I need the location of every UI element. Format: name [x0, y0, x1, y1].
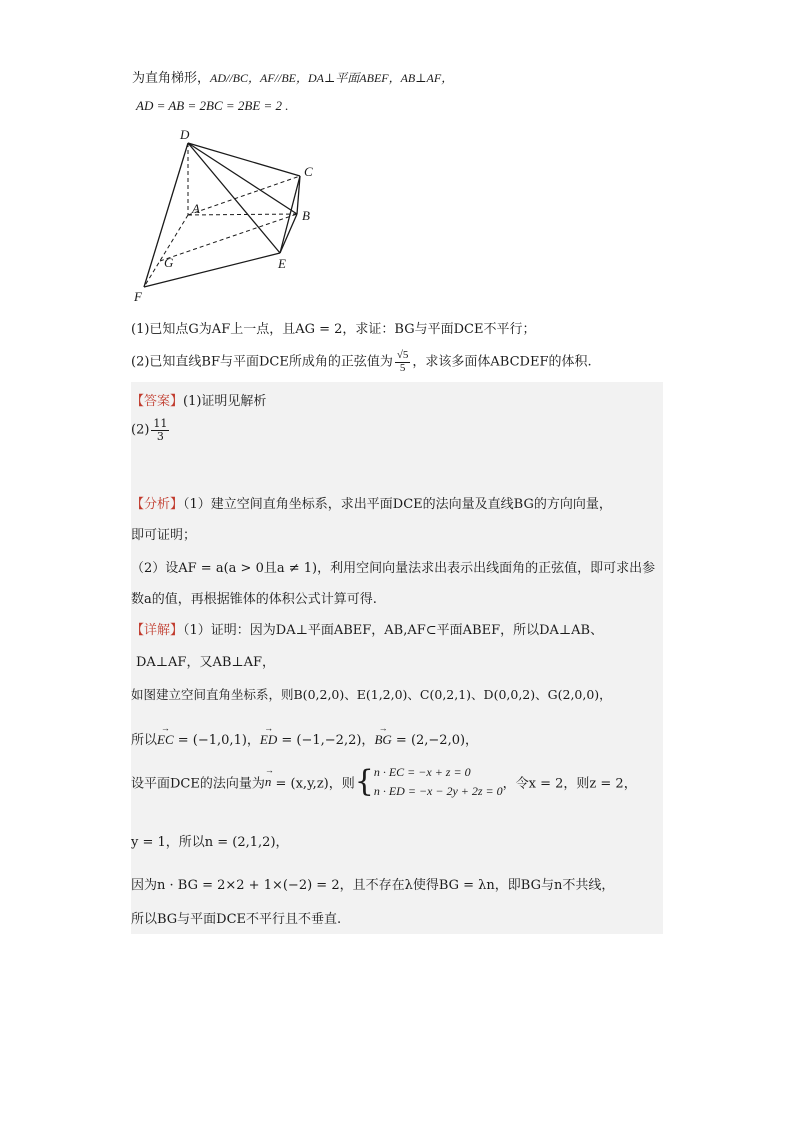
answer-tag: 【答案】 [131, 394, 184, 409]
edge-DB [188, 143, 297, 214]
answer-part-2-den: 3 [156, 429, 164, 443]
answer-part-2-fraction [151, 418, 169, 442]
detail-line-6: y = 1，所以n = (2,1,2)， [131, 835, 289, 850]
normal-vector-value: = (x,y,z)，则 [271, 776, 355, 792]
detail-line-8: 所以BG与平面DCE不平行且不垂直. [131, 912, 342, 927]
label-E: E [278, 256, 286, 271]
intro-line-2: AD = AB = 2BC = 2BE = 2 . [136, 98, 289, 113]
equation-1: n · EC = −x + z = 0 [373, 765, 471, 779]
label-A: A [192, 201, 200, 216]
detail-line-1 [131, 619, 603, 638]
label-D: D [180, 127, 190, 142]
detail-text-1: （1）证明：因为DA⊥平面ABEF，AB,AF⊂平面ABEF，所以DA⊥AB、 [183, 623, 604, 638]
answer-part-2-prefix: (2) [131, 422, 150, 438]
question-2-frac-den: 5 [399, 361, 406, 374]
analysis-line-1 [131, 493, 612, 512]
system-brace: { [354, 764, 374, 800]
question-2-fraction [395, 350, 411, 374]
vector-BG-value: = (2,−2,0)， [391, 733, 479, 748]
question-2-frac-num: √5 [396, 349, 409, 361]
question-2 [131, 350, 592, 374]
analysis-text-1: （1）建立空间直角坐标系，求出平面DCE的法向量及直线BG的方向向量， [183, 497, 612, 512]
intro-line-1-prefix: 为直角梯形， [132, 71, 211, 86]
answer-line-1 [131, 390, 266, 409]
label-C: C [304, 164, 313, 179]
edge-AB [188, 214, 297, 215]
detail-line-5-prefix: 设平面DCE的法向量为 [131, 776, 265, 792]
equation-system [374, 763, 503, 801]
detail-line-5 [131, 763, 637, 801]
answer-part-1: (1)证明见解析 [183, 394, 267, 409]
vector-ED-value: = (−1,−2,2)， [277, 733, 375, 748]
question-2-prefix: (2)已知直线BF与平面DCE所成角的正弦值为 [131, 354, 393, 370]
intro-line-1 [132, 67, 453, 86]
analysis-line-3: （2）设AF = a(a > 0且a ≠ 1)，利用空间向量法求出表示出线面角的正弦值，即可求出参 [131, 561, 656, 576]
vector-EC-value: = (−1,0,1)， [173, 733, 260, 748]
question-1: (1)已知点G为AF上一点，且AG = 2，求证：BG与平面DCE不平行； [131, 322, 536, 337]
polyhedron-figure [130, 125, 330, 305]
analysis-line-2: 即可证明； [131, 528, 197, 543]
edge-AF [144, 215, 188, 287]
edge-DE [188, 143, 280, 253]
detail-tag: 【详解】 [131, 623, 184, 638]
detail-line-4 [131, 729, 478, 748]
vector-ED: → ED [260, 732, 277, 748]
label-F: F [134, 289, 142, 304]
analysis-tag: 【分析】 [131, 497, 184, 512]
answer-line-2 [131, 418, 171, 442]
analysis-line-4: 数a的值，再根据锥体的体积公式计算可得. [131, 592, 377, 607]
detail-line-4-prefix: 所以 [131, 733, 158, 748]
vector-BG: → BG [374, 732, 391, 748]
detail-line-5-suffix: ，令x = 2，则z = 2， [502, 776, 637, 792]
answer-part-2-num: 11 [153, 417, 168, 430]
edge-DC [188, 143, 300, 176]
intro-line-1-math: AD//BC，AF//BE，DA⊥平面ABEF，AB⊥AF， [210, 71, 454, 85]
detail-line-7: 因为n · BG = 2×2 + 1×(−2) = 2，且不存在λ使得BG = λn，即BG与n不共线， [131, 878, 615, 893]
label-G: G [164, 255, 174, 270]
question-2-suffix: ，求该多面体ABCDEF的体积. [412, 354, 592, 370]
detail-line-3: 如图建立空间直角坐标系，则B(0,2,0)、E(1,2,0)、C(0,2,1)、D(0,0,2)、G(2,0,0)， [131, 687, 612, 702]
label-B: B [302, 208, 310, 223]
normal-vector-n: → n [265, 774, 272, 790]
equation-2: n · ED = −x − 2y + 2z = 0 [373, 784, 503, 799]
vector-EC: → EC [157, 732, 174, 748]
detail-line-2: DA⊥AF，又AB⊥AF， [136, 655, 276, 670]
